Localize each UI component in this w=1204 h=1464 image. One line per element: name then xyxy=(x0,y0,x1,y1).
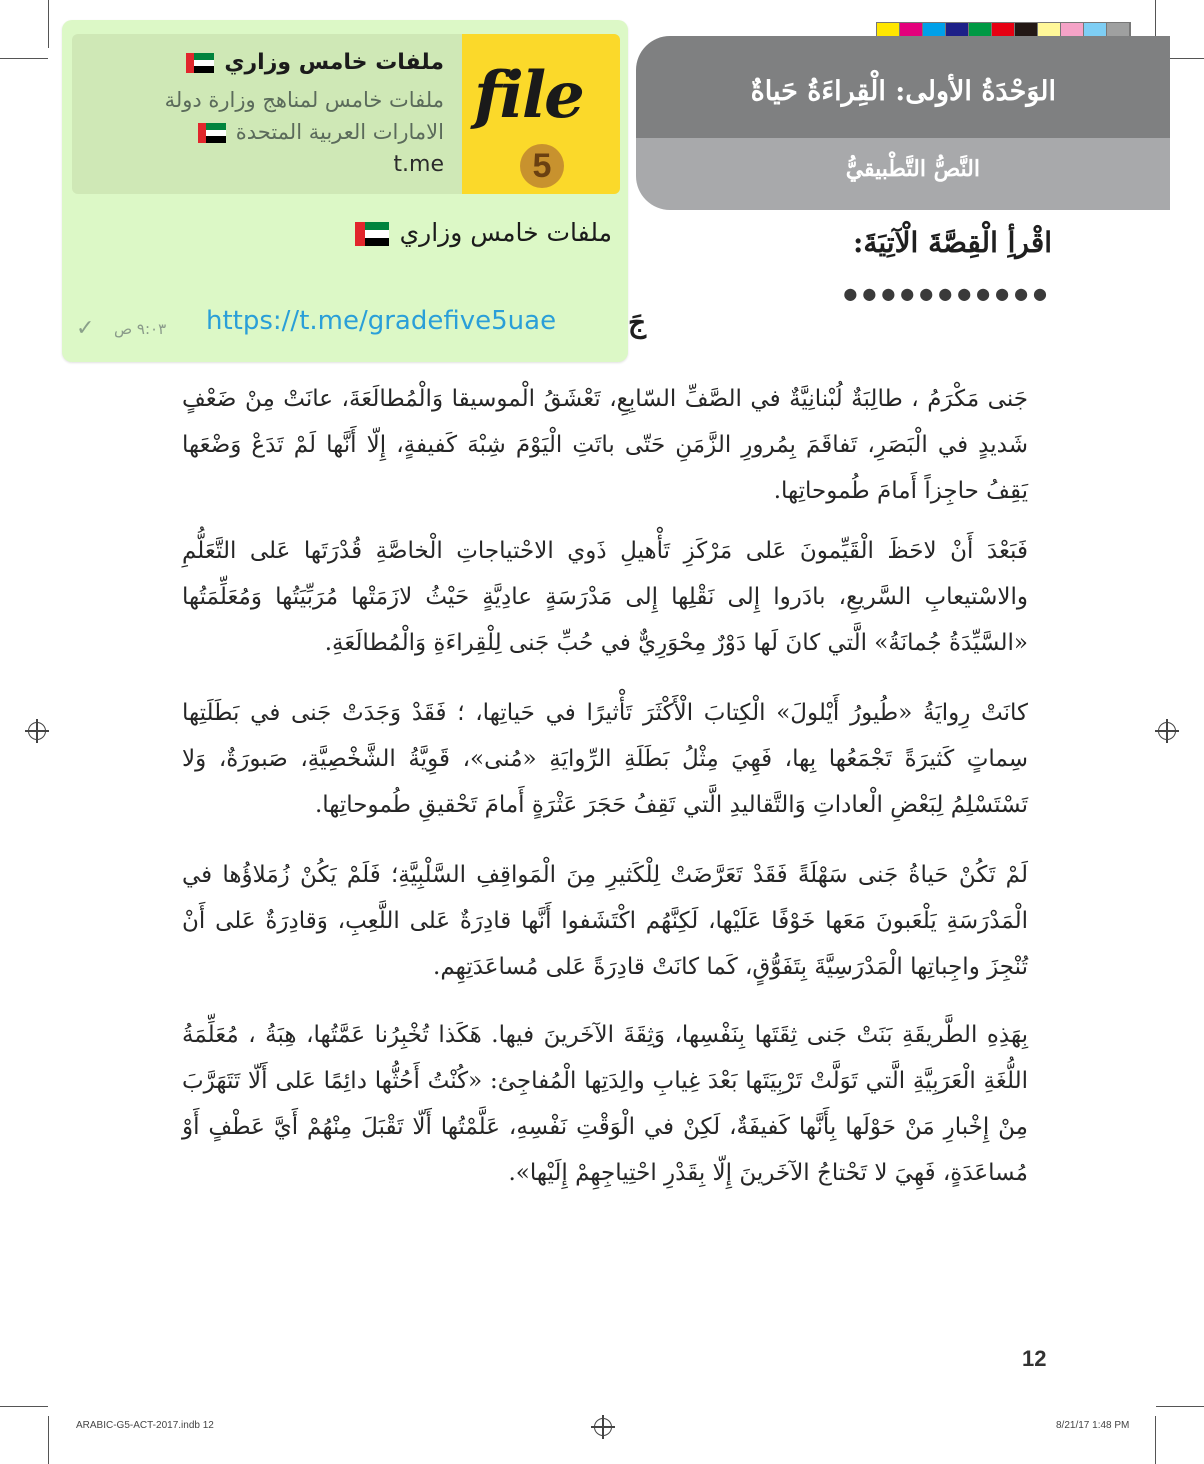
preview-description xyxy=(104,84,444,148)
instruction-heading: اقْرأِ الْقِصَّةَ الْآتِيَةَ: xyxy=(853,226,1052,259)
print-slug-file: ARABIC-G5-ACT-2017.indb 12 xyxy=(76,1420,214,1431)
print-slug-date: 8/21/17 1:48 PM xyxy=(1056,1420,1130,1431)
channel-logo xyxy=(462,34,620,194)
story-paragraph-1: جَنى مَكْرَمُ ، طالِبَةٌ لُبْنانِيَّةٌ في الصَّفِّ السّابِعِ، تَعْشَقُ الْموسيقا وَالْمُطالَعَةَ، عانَتْ مِنْ ضَعْفٍ شَديدٍ في الْبَصَرِ، تَفاقَمَ بِمُرورِ الزَّمَنِ حَتّى باتَتِ الْيَوْمَ شِبْهَ كَفيفةٍ، إِلّا أَنَّها لَمْ تَدَعْ وَضْعَها يَقِفُ حاجِزاً أَمامَ طُموحاتِها. xyxy=(182,386,1028,504)
crop-mark xyxy=(0,58,48,59)
registration-target-icon xyxy=(28,722,46,740)
message-time: ٩:٠٣ ص xyxy=(114,320,167,338)
crop-mark xyxy=(0,1406,48,1407)
registration-target-icon xyxy=(1158,722,1176,740)
story-title-partial: جَ xyxy=(628,306,647,339)
message-text xyxy=(352,218,612,247)
story-paragraph-2: فَبَعْدَ أَنْ لاحَظَ الْقَيِّمونَ عَلى مَرْكَزِ تَأْهيلِ ذَوي الاحْتياجاتِ الْخاصَّةِ قُدْرَتَها عَلى التَّعَلُّمِ والاسْتيعابِ السَّريعِ، بادَروا إِلى نَقْلِها إِلى مَدْرَسَةٍ عادِيَّةٍ حَيْثُ لازَمَتْها مُرَبِّيَتُها وَمُعَلِّمَتُها «السَّيِّدَةُ جُمانَةُ» الَّتي كانَ لَها دَوْرٌ مِحْوَرِيٌّ في حُبِّ جَنى لِلْقِراءَةِ وَالْمُطالَعَةِ. xyxy=(182,538,1028,656)
crop-mark xyxy=(48,1416,49,1464)
unit-title: الوَحْدَةُ الأولى: الْقِراءَةُ حَياةٌ xyxy=(750,76,1056,107)
crop-mark xyxy=(1155,1416,1156,1464)
logo-wordmark: file xyxy=(474,58,583,133)
preview-title-text: ملفات خامس وزاري xyxy=(224,50,444,75)
uae-flag-icon xyxy=(186,53,214,73)
page-number: 12 xyxy=(1022,1346,1047,1371)
story-paragraph-4: لَمْ تَكُنْ حَياةُ جَنى سَهْلَةً فَقَدْ تَعَرَّضَتْ لِلْكَثيرِ مِنَ الْمَواقِفِ السَّلْبِيَّةِ؛ فَلَمْ يَكُنْ زُمَلاؤُها في الْمَدْرَسَةِ يَلْعَبونَ مَعَها خَوْفًا عَلَيْها، لَكِنَّهُم اكْتَشَفوا أَنَّها قادِرَةٌ عَلى اللَّعِبِ، وَقادِرَةٌ عَلى أَنْ تُنْجِزَ واجِباتِها الْمَدْرَسِيَّةَ بِتَفَوُّقٍ، كَما كانَتْ قادِرَةً عَلى مُساعَدَتِهِم. xyxy=(182,862,1028,980)
uae-flag-icon xyxy=(355,222,389,246)
channel-link[interactable]: https://t.me/gradefive5uae xyxy=(206,306,557,336)
dotted-divider: ●●●●●●●●●●● xyxy=(843,284,1052,303)
preview-title xyxy=(183,50,444,75)
story-paragraph-5: بِهَذِهِ الطَّريقَةِ بَنَتْ جَنى ثِقَتَها بِنَفْسِها، وَثِقَةَ الآخَرينَ فيها. هَكَذا تُخْبِرُنا عَمَّتُها، هِبَةُ ، مُعَلِّمَةُ اللُّغَةِ الْعَرَبِيَّةِ الَّتي تَوَلَّتْ تَرْبِيَتَها بَعْدَ غِيابِ والِدَتِها الْمُفاجِئ: «كُنْتُ أَحُثُّها دائِمًا عَلى أَلّا تَتَهَرَّبَ مِنْ إِخْبارِ مَنْ حَوْلَها بِأَنَّها كَفيفَةٌ، لَكِنْ في الْوَقْتِ نَفْسِهِ، عَلَّمْتُها أَلّا تَقْبَلَ مِنْهُمْ أَيَّ عَطْفٍ أَوْ مُساعَدَةٍ، فَهِيَ لا تَحْتاجُ الآخَرينَ إِلّا بِقَدْرِ احْتِياجِهِمْ إِلَيْها». xyxy=(182,1022,1028,1186)
section-title: النَّصُّ التَّطْبيقيُّ xyxy=(845,156,980,182)
message-text-content: ملفات خامس وزاري xyxy=(399,218,612,247)
registration-target-icon xyxy=(594,1418,612,1436)
sent-check-icon: ✓ xyxy=(76,316,95,341)
logo-number-badge: 5 xyxy=(520,144,564,188)
story-paragraph-3: كانَتْ رِوايَةُ «طُيورُ أَيْلولَ» الْكِتابَ الْأَكْثَرَ تَأْثيرًا في حَياتِها، ؛ فَقَدْ وَجَدَتْ جَنى في بَطَلَتِها سِماتٍ كَثيرَةً تَجْمَعُها بِها، فَهِيَ مِثْلُ بَطَلَةِ الرِّوايَةِ «مُنى»، قَوِيَّةُ الشَّخْصِيَّةِ، صَبورَةٌ، وَلا تَسْتَسْلِمُ لِبَعْضِ الْعاداتِ وَالتَّقاليدِ الَّتي تَقِفُ حَجَرَ عَثْرَةٍ أَمامَ تَحْقيقِ طُموحاتِها. xyxy=(182,700,1028,818)
crop-mark xyxy=(1156,1406,1204,1407)
preview-domain: t.me xyxy=(393,152,444,177)
preview-description-text: ملفات خامس لمناهج وزارة دولة الامارات العربية المتحدة xyxy=(164,88,444,144)
crop-mark xyxy=(48,0,49,48)
uae-flag-icon xyxy=(198,123,226,143)
chat-message-bubble[interactable] xyxy=(62,20,628,362)
link-preview-card[interactable] xyxy=(72,34,620,194)
